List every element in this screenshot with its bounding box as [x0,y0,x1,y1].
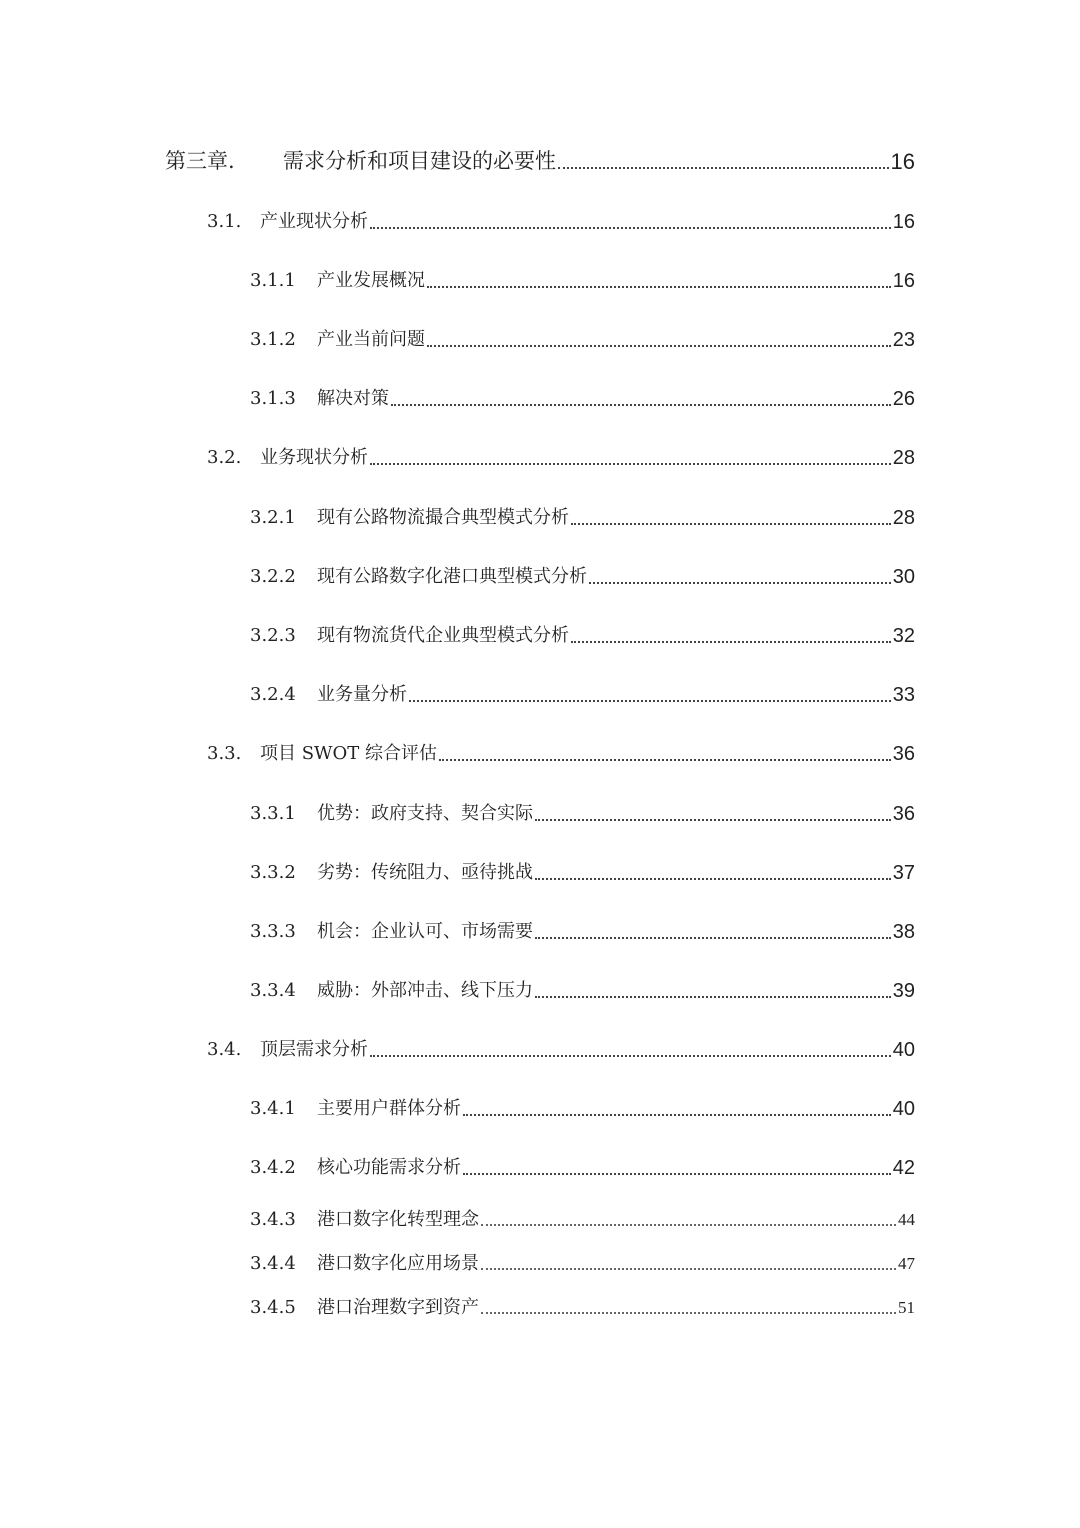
toc-entry-title: 产业发展概况 [317,270,425,291]
toc-entry-title: 主要用户群体分析 [317,1098,461,1119]
toc-dot-leader [535,937,891,939]
toc-dot-leader [481,1268,896,1270]
toc-entry-title: 港口治理数字到资产 [317,1297,479,1318]
toc-entry-number: 第三章. [165,149,235,173]
toc-entry-title: 现有公路物流撮合典型模式分析 [317,507,569,528]
toc-entry-number: 3.4.3 [250,1209,296,1230]
toc-entry-number: 3.2.4 [250,684,296,705]
toc-entry-3-3[interactable] [207,736,915,766]
toc-entry-page: 28 [892,507,915,529]
toc-entry-title: 项目 SWOT 综合评估 [260,743,438,764]
toc-entry-page: 33 [892,684,915,706]
toc-dot-leader [589,582,891,584]
toc-entry-page: 32 [892,625,915,647]
toc-entry-title: 现有物流货代企业典型模式分析 [317,625,569,646]
toc-entry-3-2-3[interactable] [250,618,915,648]
toc-entry-3-2-1[interactable] [250,500,915,530]
toc-entry-title: 港口数字化应用场景 [317,1253,479,1274]
toc-entry-title: 威胁：外部冲击、线下压力 [317,980,533,1001]
toc-entry-title: 机会：企业认可、市场需要 [317,921,533,942]
toc-dot-leader [535,819,891,821]
toc-entry-3-1-3[interactable] [250,381,915,411]
toc-entry-number: 3.2.1 [250,507,296,528]
toc-entry-chapter-3[interactable] [165,144,915,174]
toc-entry-page: 23 [892,329,915,351]
toc-entry-number: 3.2.2 [250,566,296,587]
toc-entry-page: 38 [892,921,915,943]
toc-entry-number: 3.4.2 [250,1157,296,1178]
toc-dot-leader [463,1114,891,1116]
toc-entry-title: 港口数字化转型理念 [317,1209,479,1230]
toc-entry-3-1-2[interactable] [250,322,915,352]
toc-entry-page: 40 [892,1098,915,1120]
toc-entry-page: 16 [890,149,915,174]
toc-entry-3-4-3[interactable] [250,1202,915,1232]
toc-dot-leader [427,286,891,288]
toc-entry-title: 业务量分析 [317,684,407,705]
toc-entry-page: 51 [898,1298,915,1317]
toc-entry-3-2-4[interactable] [250,677,915,707]
toc-dot-leader [481,1312,896,1314]
toc-entry-number: 3.3.4 [250,980,296,1001]
toc-dot-leader [463,1173,891,1175]
toc-entry-3-3-3[interactable] [250,914,915,944]
toc-entry-title: 需求分析和项目建设的必要性 [283,149,556,173]
toc-entry-title: 产业现状分析 [260,211,368,232]
toc-dot-leader [535,878,891,880]
toc-entry-page: 47 [898,1254,915,1273]
toc-entry-title: 解决对策 [317,388,389,409]
toc-dot-leader [481,1224,896,1226]
toc-entry-page: 30 [892,566,915,588]
toc-entry-number: 3.1.2 [250,329,296,350]
toc-entry-title: 产业当前问题 [317,329,425,350]
toc-entry-number: 3.4.4 [250,1253,296,1274]
toc-entry-page: 36 [892,803,915,825]
toc-entry-number: 3.1. [207,211,242,232]
toc-entry-number: 3.4.1 [250,1098,296,1119]
toc-dot-leader [409,700,891,702]
toc-dot-leader [439,759,891,761]
toc-entry-page: 37 [892,862,915,884]
toc-entry-3-4-4[interactable] [250,1246,915,1276]
toc-dot-leader [571,641,891,643]
toc-entry-3-4-2[interactable] [250,1150,915,1180]
toc-entry-title: 业务现状分析 [260,447,368,468]
toc-entry-number: 3.3. [207,743,242,764]
toc-entry-page: 36 [892,743,915,765]
toc-entry-page: 26 [892,388,915,410]
toc-entry-number: 3.3.1 [250,803,296,824]
toc-entry-number: 3.2.3 [250,625,296,646]
toc-entry-3-1-1[interactable] [250,263,915,293]
toc-entry-3-2[interactable] [207,440,915,470]
toc-entry-number: 3.1.1 [250,270,296,291]
toc-entry-title: 顶层需求分析 [260,1039,368,1060]
toc-entry-3-4-5[interactable] [250,1290,915,1320]
toc-entry-page: 16 [892,211,915,233]
toc-entry-3-4-1[interactable] [250,1091,915,1121]
toc-entry-3-3-2[interactable] [250,855,915,885]
toc-entry-title: 核心功能需求分析 [317,1157,461,1178]
toc-entry-page: 40 [892,1039,915,1061]
toc-entry-number: 3.4.5 [250,1297,296,1318]
toc-entry-page: 42 [892,1157,915,1179]
toc-entry-page: 28 [892,447,915,469]
toc-dot-leader [535,996,891,998]
toc-entry-title: 优势：政府支持、契合实际 [317,803,533,824]
toc-dot-leader [558,167,889,169]
toc-entry-3-1[interactable] [207,204,915,234]
toc-dot-leader [370,463,891,465]
toc-entry-title: 劣势：传统阻力、亟待挑战 [317,862,533,883]
toc-entry-number: 3.2. [207,447,242,468]
toc-dot-leader [571,523,891,525]
toc-entry-number: 3.3.3 [250,921,296,942]
toc-entry-3-4[interactable] [207,1032,915,1062]
toc-entry-number: 3.3.2 [250,862,296,883]
toc-entry-number: 3.1.3 [250,388,296,409]
toc-dot-leader [370,1055,891,1057]
toc-entry-3-3-1[interactable] [250,796,915,826]
toc-entry-3-3-4[interactable] [250,973,915,1003]
toc-entry-3-2-2[interactable] [250,559,915,589]
toc-dot-leader [427,345,891,347]
toc-entry-title: 现有公路数字化港口典型模式分析 [317,566,587,587]
toc-entry-number: 3.4. [207,1039,242,1060]
toc-dot-leader [391,404,891,406]
toc-entry-page: 16 [892,270,915,292]
toc-entry-page: 39 [892,980,915,1002]
toc-dot-leader [370,227,891,229]
toc-entry-page: 44 [898,1210,915,1229]
